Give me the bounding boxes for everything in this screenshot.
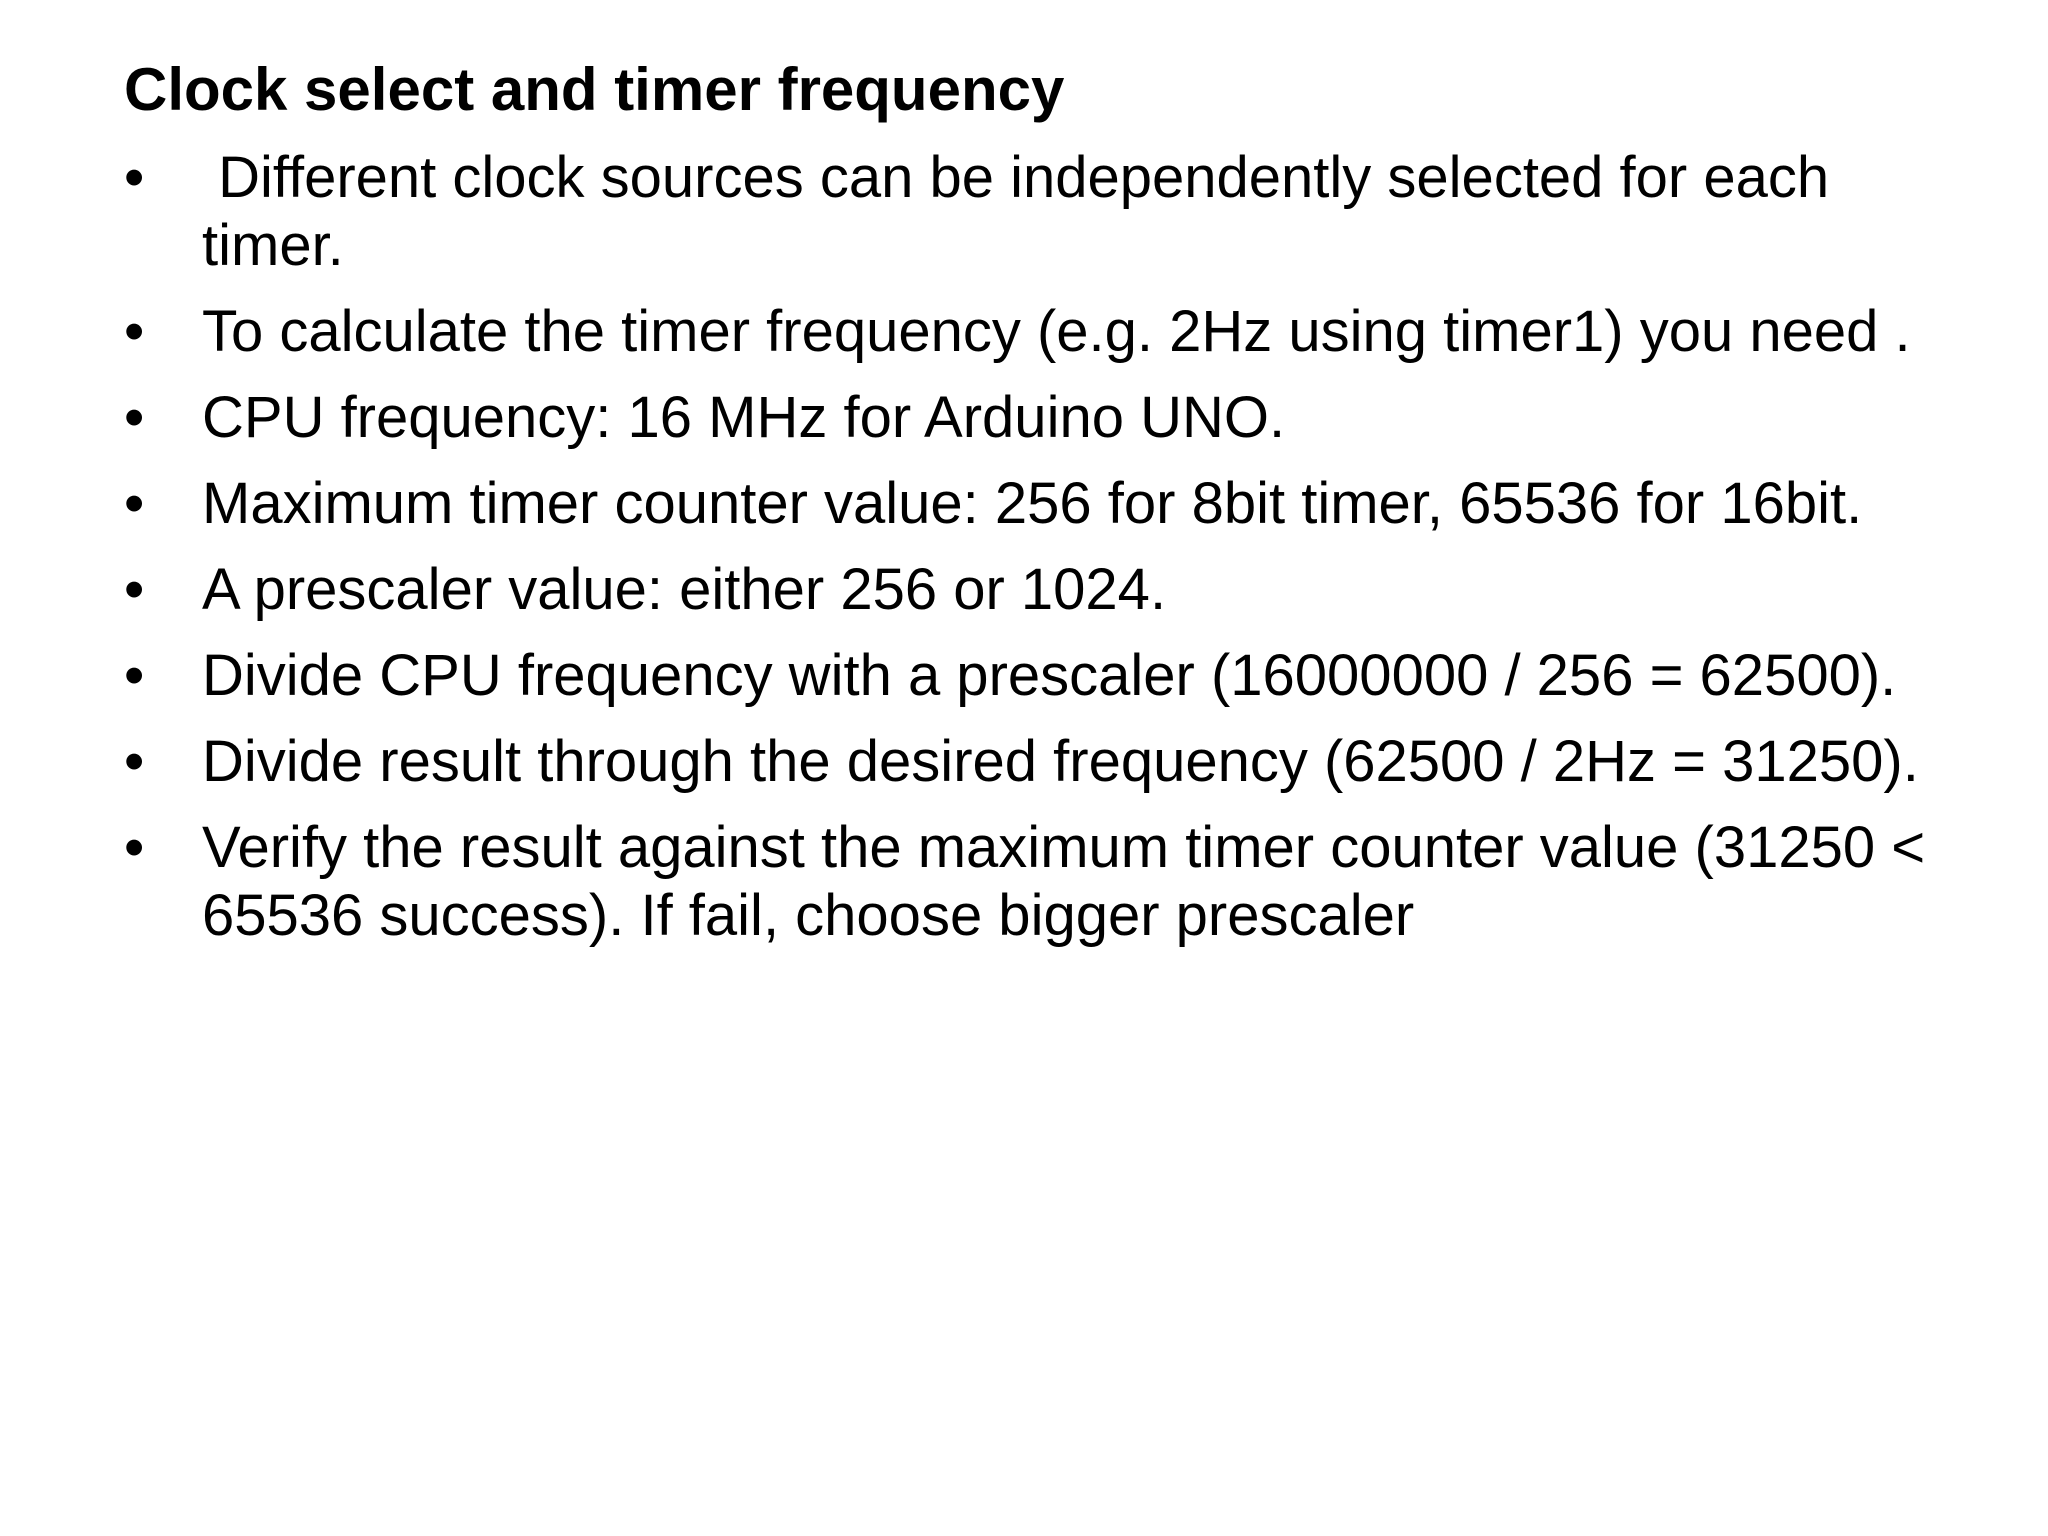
bullet-item — [124, 556, 1984, 624]
bullet-text: Different clock sources can be independently selected for each timer. — [202, 145, 1846, 278]
bullet-text: Maximum timer counter value: 256 for 8bit timer, 65536 for 16bit. — [202, 471, 1863, 536]
bullet-item — [124, 470, 1984, 538]
bullet-icon: • — [124, 385, 145, 450]
bullet-text: CPU frequency: 16 MHz for Arduino UNO. — [202, 385, 1286, 450]
bullet-list — [124, 144, 1984, 968]
bullet-text: Divide result through the desired frequency (62500 / 2Hz = 31250). — [202, 729, 1919, 794]
bullet-icon: • — [124, 471, 145, 536]
bullet-item — [124, 384, 1984, 452]
bullet-item — [124, 642, 1984, 710]
bullet-icon: • — [124, 145, 145, 210]
bullet-text: To calculate the timer frequency (e.g. 2Hz using timer1) you need . — [202, 299, 1911, 364]
bullet-item — [124, 728, 1984, 796]
bullet-item — [124, 298, 1984, 366]
bullet-text: Verify the result against the maximum timer counter value (31250 < 65536 success). If fail, choose bigger prescaler — [202, 815, 1926, 948]
bullet-item — [124, 144, 1984, 280]
bullet-text: Divide CPU frequency with a prescaler (16000000 / 256 = 62500). — [202, 643, 1897, 708]
bullet-item — [124, 814, 1984, 950]
bullet-icon: • — [124, 299, 145, 364]
bullet-text: A prescaler value: either 256 or 1024. — [202, 557, 1167, 622]
bullet-icon: • — [124, 815, 145, 880]
bullet-icon: • — [124, 729, 145, 794]
bullet-icon: • — [124, 643, 145, 708]
bullet-icon: • — [124, 557, 145, 622]
slide-title: Clock select and timer frequency — [124, 56, 1065, 123]
